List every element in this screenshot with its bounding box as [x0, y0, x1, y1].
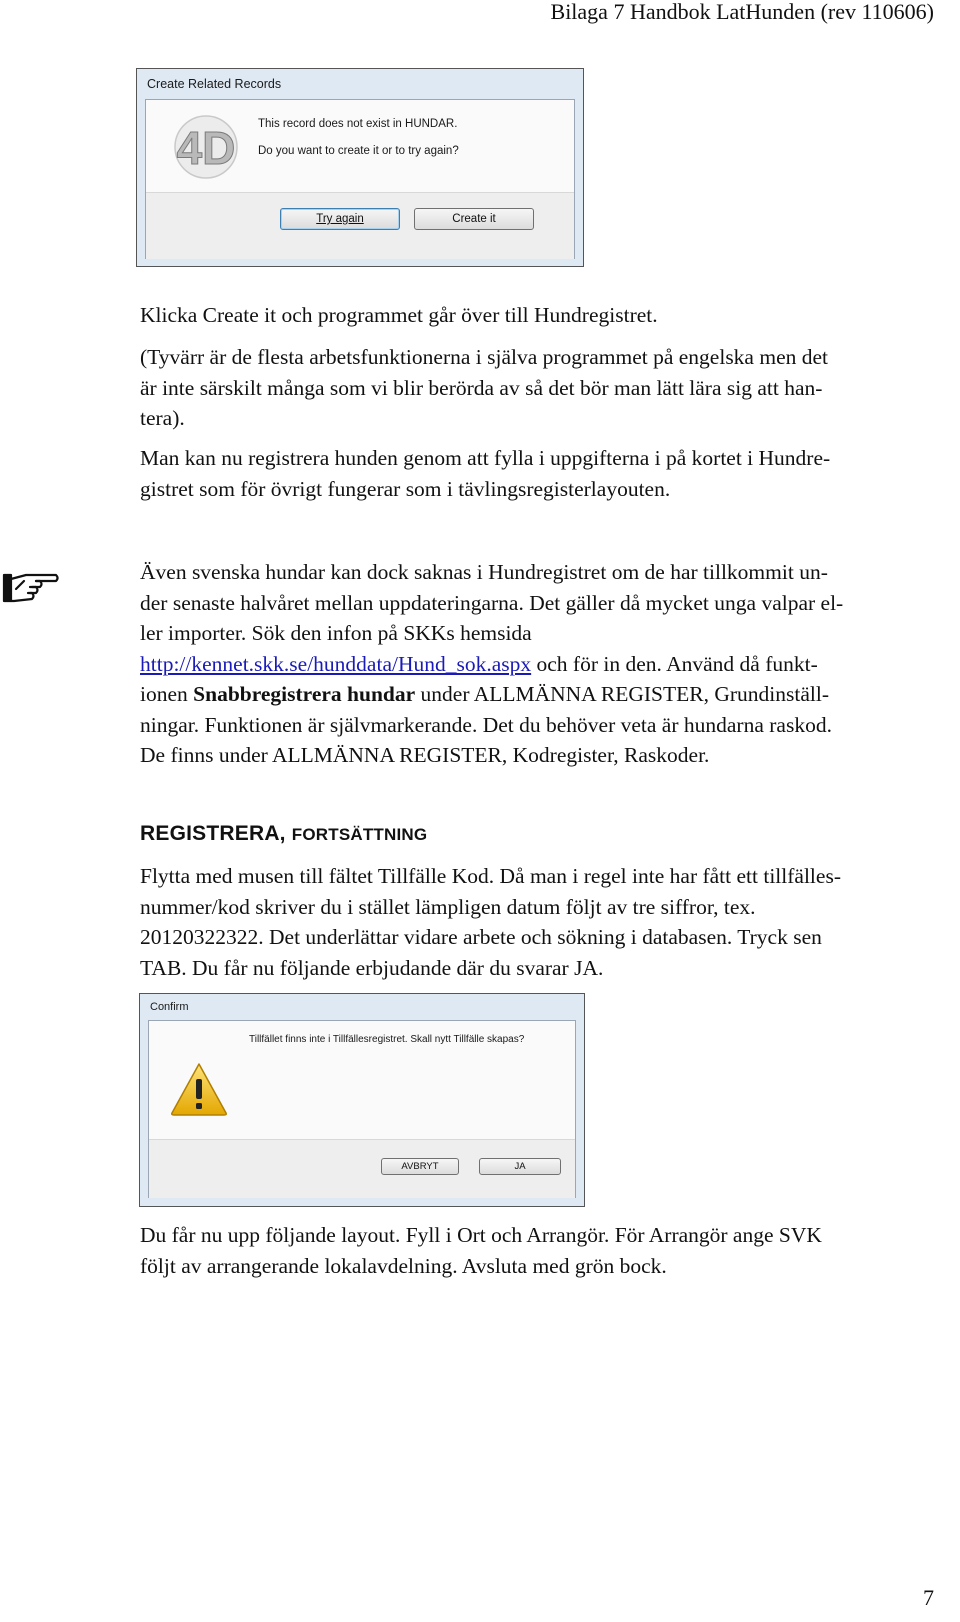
text-line: der senaste halvåret mellan uppdateringarna. Det gäller då mycket unga valpar el- — [140, 590, 844, 615]
heading-main: REGISTRERA, — [140, 822, 286, 845]
text-fragment: under ALLMÄNNA REGISTER, Grundinställ- — [415, 682, 830, 706]
dialog-body — [145, 99, 575, 259]
create-related-records-dialog — [136, 68, 584, 267]
try-again-label: Try again — [316, 213, 364, 225]
dialog-title: Confirm — [150, 1001, 189, 1013]
warning-icon — [169, 1061, 229, 1117]
text-fragment: ionen — [140, 682, 194, 706]
text-line: De finns under ALLMÄNNA REGISTER, Kodregister, Raskoder. — [140, 743, 710, 767]
confirm-dialog — [139, 993, 585, 1207]
paragraph-register-dog — [140, 443, 940, 504]
text-line: är inte särskilt många som vi blir berörda av så det bör man lätt lära sig att han- — [140, 375, 823, 400]
create-it-label: Create it — [452, 213, 496, 225]
text-line: 20120322322. Det underlättar vidare arbete och sökning i databasen. Tryck sen — [140, 925, 822, 949]
text-line: (Tyvärr är de flesta arbetsfunktionerna i själva programmet på engelska men det — [140, 345, 829, 369]
text-line: Du får nu upp följande layout. Fyll i Ort och Arrangör. För Arrangör ange SVK — [140, 1223, 822, 1247]
cancel-button[interactable]: AVBRYT — [381, 1158, 459, 1175]
dialog-title: Create Related Records — [147, 77, 282, 91]
dialog-message: Tillfället finns inte i Tillfällesregistret. Skall nytt Tillfälle skapas? — [249, 1034, 525, 1045]
paragraph-layout — [140, 1220, 940, 1281]
paragraph-tillfalle-kod — [140, 861, 940, 983]
note-swedish-dogs — [140, 557, 940, 771]
create-it-button[interactable] — [414, 208, 534, 230]
4d-logo-icon — [170, 112, 242, 182]
text-line: TAB. Du får nu följande erbjudande där du svarar JA. — [140, 955, 604, 980]
try-again-button[interactable] — [280, 208, 400, 230]
paragraph-english-note — [140, 342, 940, 434]
skk-link[interactable]: http://kennet.skk.se/hunddata/Hund_sok.aspx — [140, 651, 532, 676]
text-line: ningar. Funktionen är självmarkerande. Det du behöver veta är hundarna raskod. — [140, 712, 832, 737]
text-line — [140, 649, 940, 680]
text-line: tera). — [140, 406, 185, 430]
text-line: följt av arrangerande lokalavdelning. Avsluta med grön bock. — [140, 1253, 667, 1278]
paragraph-create-it: Klicka Create it och programmet går över till Hundregistret. — [140, 303, 658, 327]
pointing-hand-icon — [2, 571, 60, 605]
dialog-message-line-2: Do you want to create it or to try again? — [258, 145, 459, 157]
dialog-message-line-1: This record does not exist in HUNDAR. — [258, 118, 458, 130]
ok-button[interactable]: JA — [479, 1158, 561, 1175]
dialog-titlebar — [137, 69, 583, 99]
text-line: nummer/kod skriver du i stället lämpligen datum följt av tre siffror, tex. — [140, 894, 756, 919]
section-heading — [140, 822, 427, 846]
page-number: 7 — [923, 1585, 934, 1610]
bold-function-name: Snabbregistrera hundar — [193, 682, 416, 706]
dialog-body — [148, 1020, 576, 1198]
heading-sub: FORTSÄTTNING — [291, 825, 428, 844]
text-line: gistret som för övrigt fungerar som i tävlingsregisterlayouten. — [140, 476, 671, 501]
text-line: ler importer. Sök den infon på SKKs hemsida — [140, 621, 532, 645]
text-line: Även svenska hundar kan dock saknas i Hundregistret om de har tillkommit un- — [140, 560, 828, 584]
text-line: Flytta med musen till fältet Tillfälle Kod. Då man i regel inte har fått ett tillfälles- — [140, 864, 841, 888]
4d-logo-text: 4D — [176, 122, 236, 174]
text-fragment: och för in den. Använd då funkt- — [531, 651, 818, 676]
running-header: Bilaga 7 Handbok LatHunden (rev 110606) — [550, 0, 934, 24]
text-line: Man kan nu registrera hunden genom att fylla i uppgifterna i på kortet i Hundre- — [140, 446, 831, 470]
text-line — [140, 679, 940, 710]
